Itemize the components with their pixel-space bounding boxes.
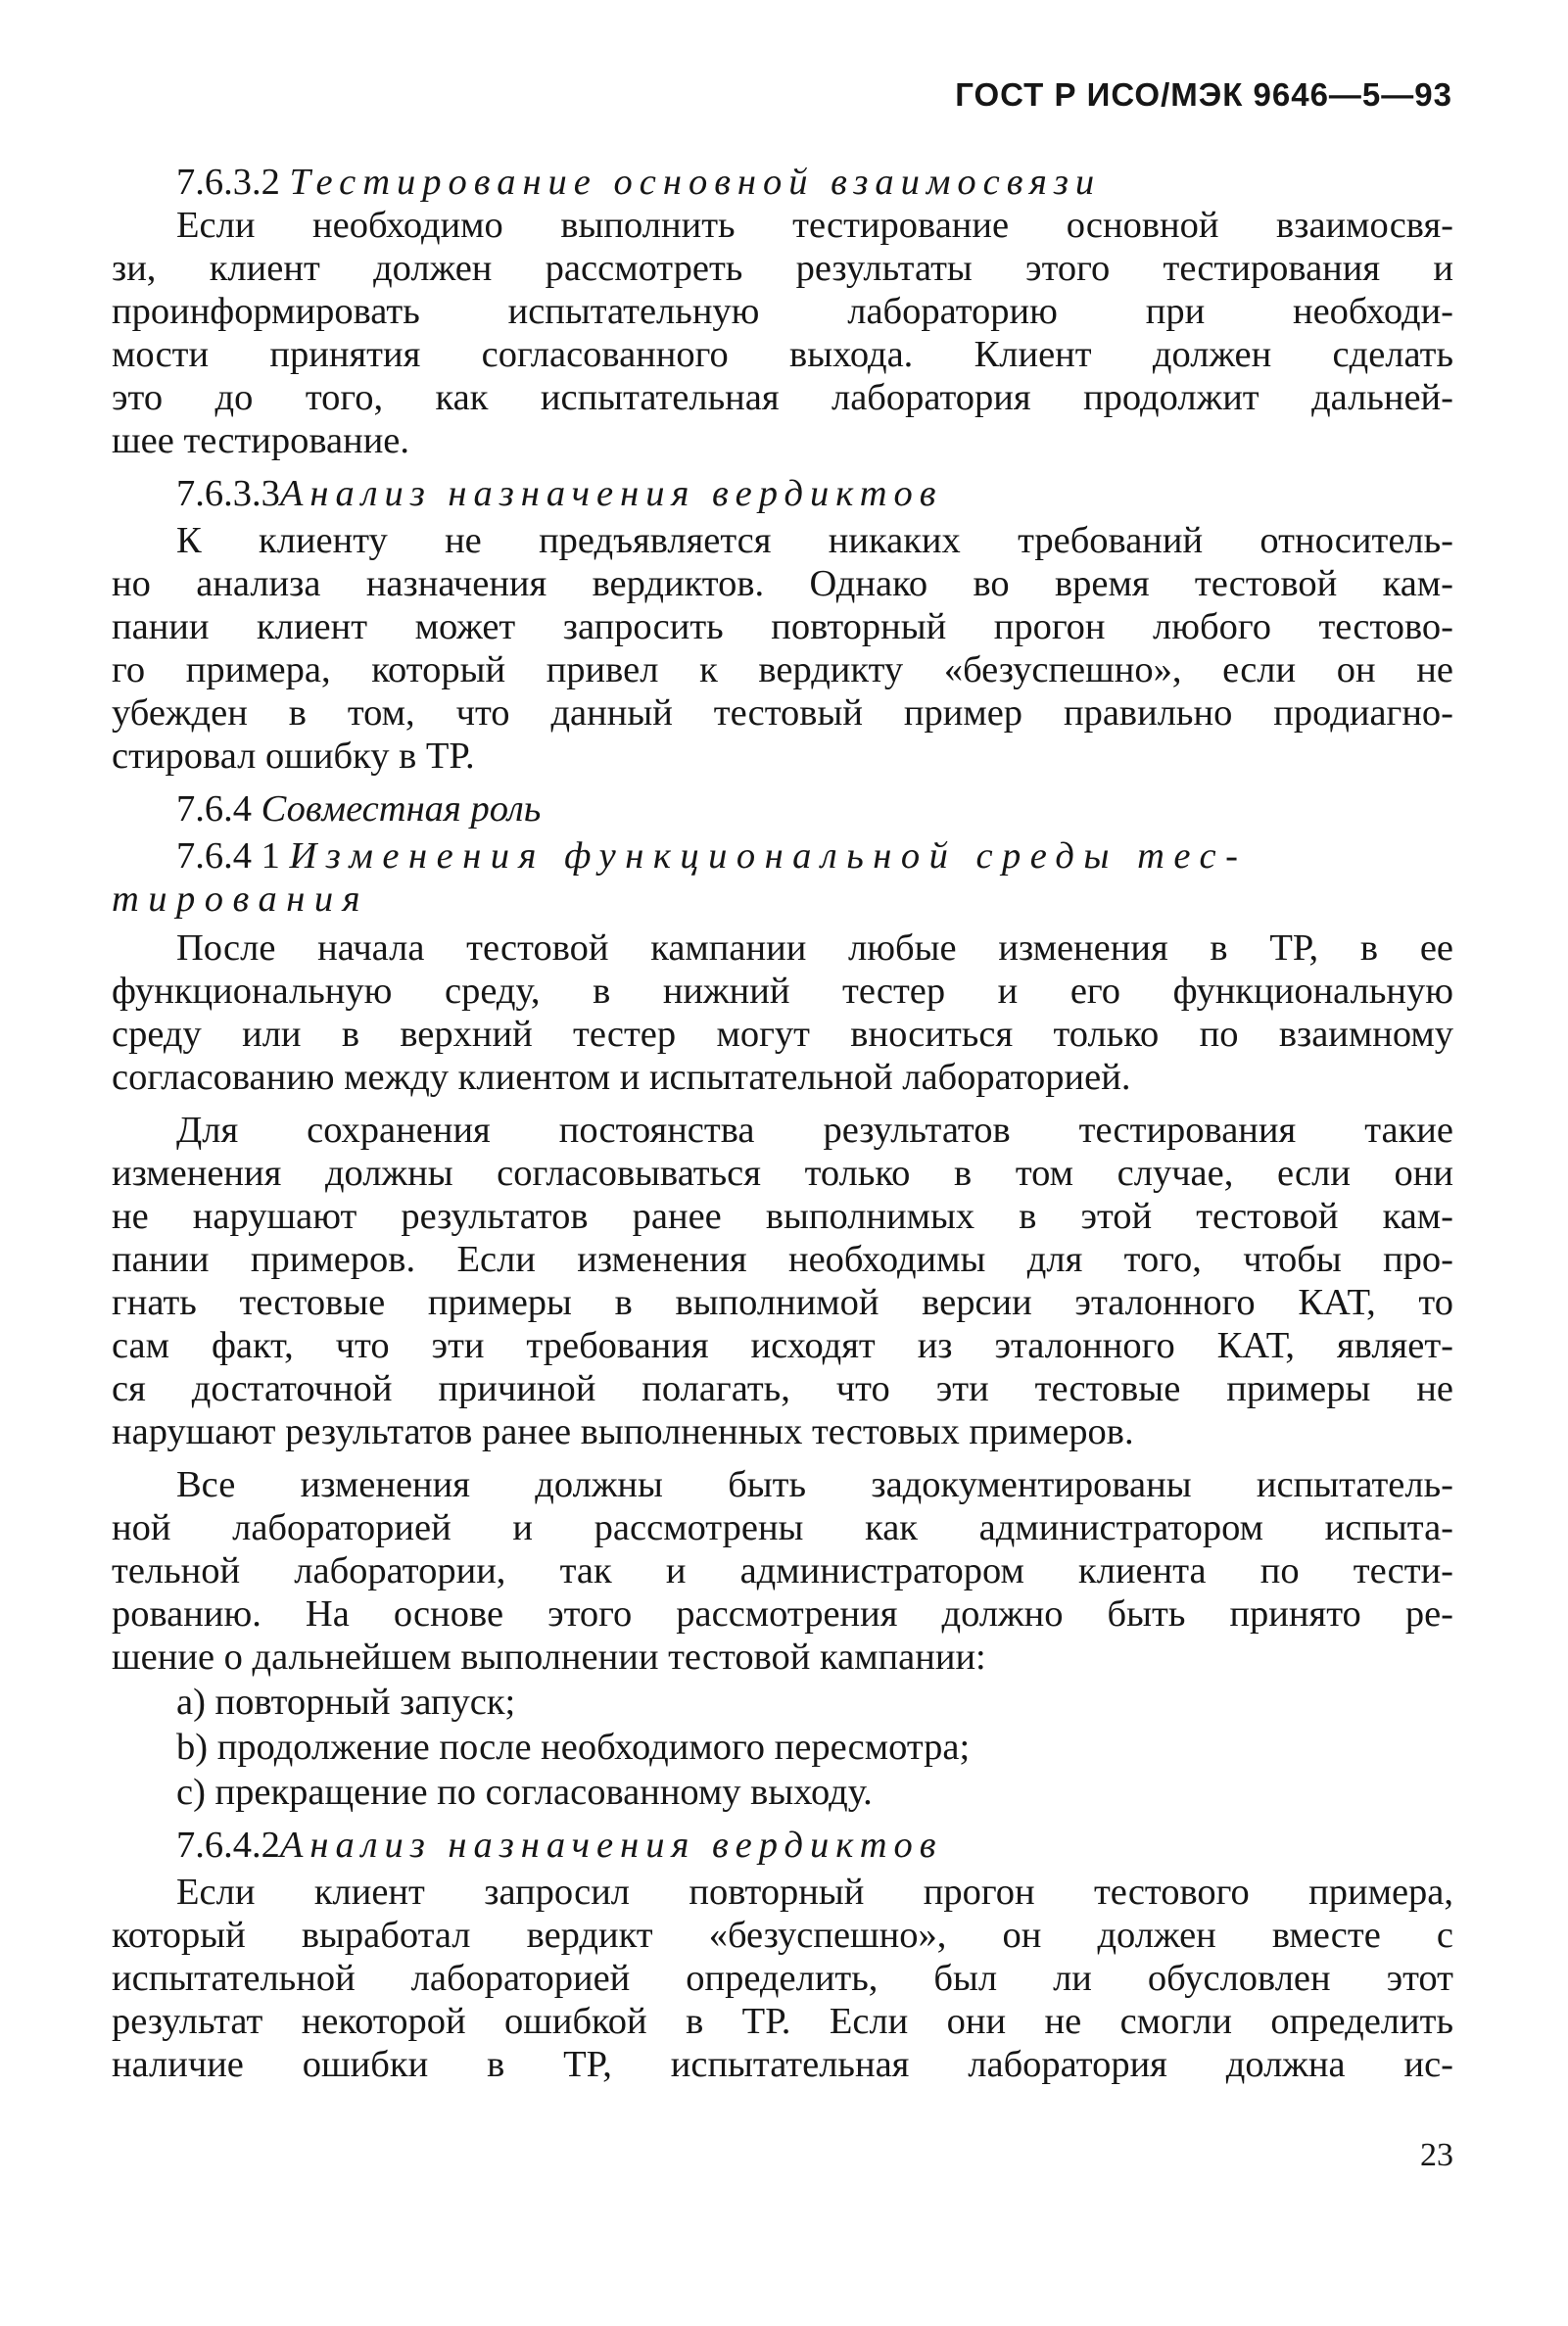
text-line: Если клиент запросил повторный прогон тестового примера, xyxy=(176,1872,1453,1913)
text-line: Если необходимо выполнить тестирование основной взаимосвя- xyxy=(176,205,1453,246)
text-line: это до того, как испытательная лаборатория продолжит дальней- xyxy=(112,377,1453,418)
section-number: 7.6.3.2 xyxy=(176,162,280,203)
text-line: не нарушают результатов ранее выполнимых в этой тестовой кам- xyxy=(112,1196,1453,1237)
section-number: 7.6.4 1 xyxy=(176,835,280,877)
section-heading-7-6-4-1 xyxy=(176,834,1453,878)
section-heading-7-6-4 xyxy=(176,787,1453,831)
section-number: 7.6.4 xyxy=(176,788,252,830)
text-line: Все изменения должны быть задокументированы испытатель- xyxy=(176,1464,1453,1505)
section-heading-7-6-4-2 xyxy=(176,1824,1453,1867)
text-line: ся достаточной причиной полагать, что эти тестовые примеры не xyxy=(112,1368,1453,1409)
list-item: с) прекращение по согласованному выходу. xyxy=(176,1772,873,1813)
text-line: среду или в верхний тестер могут вноситься только по взаимному xyxy=(112,1014,1453,1055)
text-line: стировал ошибку в ТР. xyxy=(112,736,475,777)
section-number: 7.6.4.2 xyxy=(176,1825,280,1866)
text-line: зи, клиент должен рассмотреть результаты этого тестирования и xyxy=(112,248,1453,289)
text-line: тельной лаборатории, так и администратором клиента по тести- xyxy=(112,1550,1453,1591)
text-line: убежден в том, что данный тестовый пример правильно продиагно- xyxy=(112,692,1453,734)
page-number: 23 xyxy=(1420,2137,1453,2173)
text-line: изменения должны согласовываться только в том случае, если они xyxy=(112,1153,1453,1194)
section-heading-7-6-3-3 xyxy=(176,472,1453,515)
text-line: проинформировать испытательную лабораторию при необходи- xyxy=(112,291,1453,332)
text-line: пании клиент может запросить повторный прогон любого тестово- xyxy=(112,606,1453,647)
section-title: Анализ назначения вердиктов xyxy=(279,1825,943,1866)
section-heading-continued xyxy=(112,878,1453,921)
text-line: пании примеров. Если изменения необходимы для того, чтобы про- xyxy=(112,1239,1453,1280)
text-line: согласованию между клиентом и испытательной лабораторией. xyxy=(112,1057,1131,1098)
text-line: мости принятия согласованного выхода. Клиент должен сделать xyxy=(112,334,1453,375)
text-line: функциональную среду, в нижний тестер и его функциональную xyxy=(112,971,1453,1012)
text-line: испытательной лабораторией определить, был ли обусловлен этот xyxy=(112,1958,1453,1999)
text-line: но анализа назначения вердиктов. Однако во время тестовой кам- xyxy=(112,563,1453,604)
text-line: Для сохранения постоянства результатов тестирования такие xyxy=(176,1110,1453,1151)
section-title: Совместная роль xyxy=(261,788,542,830)
list-item: b) продолжение после необходимого пересмотра; xyxy=(176,1727,971,1768)
text-line: который выработал вердикт «безуспешно», он должен вместе с xyxy=(112,1915,1453,1956)
text-line: рованию. На основе этого рассмотрения должно быть принято ре- xyxy=(112,1593,1453,1635)
text-line: К клиенту не предъявляется никаких требований относитель- xyxy=(176,520,1453,561)
section-title: Анализ назначения вердиктов xyxy=(279,473,943,514)
text-line: сам факт, что эти требования исходят из эталонного КАТ, являет- xyxy=(112,1325,1453,1366)
list-item: а) повторный запуск; xyxy=(176,1682,516,1723)
text-line: результат некоторой ошибкой в ТР. Если они не смогли определить xyxy=(112,2001,1453,2042)
section-title: Тестирование основной взаимосвязи xyxy=(289,162,1102,203)
text-line: ной лабораторией и рассмотрены как администратором испыта- xyxy=(112,1507,1453,1548)
section-heading-7-6-3-2 xyxy=(176,161,1453,204)
text-line: После начала тестовой кампании любые изменения в ТР, в ее xyxy=(176,927,1453,969)
section-title: Изменения функциональной среды тес- xyxy=(289,835,1248,877)
text-line: наличие ошибки в ТР, испытательная лаборатория должна ис- xyxy=(112,2044,1453,2085)
section-title-continued: тирования xyxy=(112,878,369,920)
text-line: шее тестирование. xyxy=(112,420,410,461)
text-line: нарушают результатов ранее выполненных тестовых примеров. xyxy=(112,1411,1134,1452)
text-line: гнать тестовые примеры в выполнимой версии эталонного КАТ, то xyxy=(112,1282,1453,1323)
page-header: ГОСТ Р ИСО/МЭК 9646—5—93 xyxy=(955,76,1452,113)
text-line: шение о дальнейшем выполнении тестовой кампании: xyxy=(112,1637,986,1678)
text-line: го примера, который привел к вердикту «безуспешно», если он не xyxy=(112,649,1453,690)
section-number: 7.6.3.3 xyxy=(176,473,280,514)
